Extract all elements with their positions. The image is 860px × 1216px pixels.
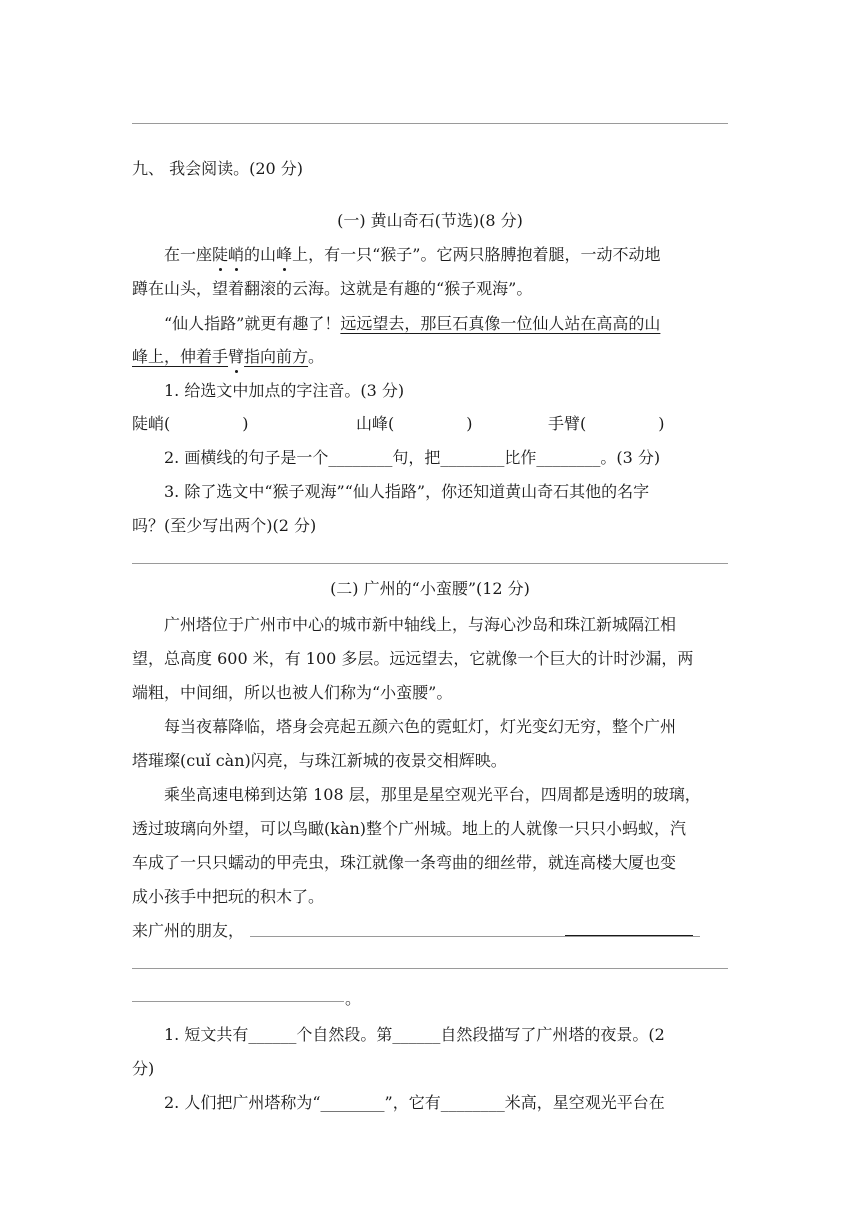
passage-2-para-2-line-2: 塔璀璨(cuǐ càn)闪亮，与珠江新城的夜景交相辉映。 <box>132 751 507 770</box>
answer-line-top <box>132 123 728 124</box>
underlined-sentence: 峰上，伸着手臂指向前方 <box>132 347 309 366</box>
passage-2-para-4-label: 来广州的朋友， <box>132 921 245 940</box>
answer-line-friends-3[interactable] <box>132 1001 344 1002</box>
passage-1-question-1: 1. 给选文中加点的字注音。(3 分) <box>164 381 405 400</box>
passage-2-question-2-line-1: 2. 人们把广州塔称为“________”，它有________米高，星空观光平台在 <box>164 1093 665 1112</box>
pinyin-answer-3[interactable]: 手臂( ) <box>548 414 665 433</box>
passage-2-question-1-line-1: 1. 短文共有______个自然段。第______自然段描写了广州塔的夜景。(2 <box>164 1025 665 1044</box>
passage-2-para-3-line-1: 乘坐高速电梯到达第 108 层，那里是星空观光平台，四周都是透明的玻璃， <box>164 785 701 804</box>
answer-blank-friends-dark <box>565 935 693 936</box>
section-9-heading: 九、 我会阅读。(20 分) <box>132 159 304 178</box>
passage-2-para-3-line-4: 成小孩手中把玩的积木了。 <box>132 887 325 906</box>
pinyin-answer-2[interactable]: 山峰( ) <box>356 414 473 433</box>
passage-1-question-2: 2. 画横线的句子是一个________句，把________比作________。(3 分) <box>164 448 661 467</box>
passage-2-para-2-line-1: 每当夜幕降临，塔身会亮起五颜六色的霓虹灯，灯光变幻无穷，整个广州 <box>164 717 677 736</box>
pinyin-answer-1[interactable]: 陡峭( ) <box>132 414 249 433</box>
passage-1-para-1-line-1: 在一座陡峭的山峰上，有一只“猴子”。它两只胳膊抱着腿，一动不动地 <box>164 245 661 264</box>
underlined-sentence: 远远望去，那巨石真像一位仙人站在高高的山 <box>340 314 661 333</box>
passage-1-question-3-line-1: 3. 除了选文中“猴子观海”“仙人指路”，你还知道黄山奇石其他的名字 <box>164 482 650 501</box>
answer-line-friends-2[interactable] <box>132 968 728 969</box>
passage-1-title: (一) 黄山奇石(节选)(8 分) <box>337 211 523 230</box>
dotted-char: 陡 <box>212 245 229 264</box>
passage-2-para-3-line-2: 透过玻璃向外望，可以鸟瞰(kàn)整个广州城。地上的人就像一只只小蚂蚁，汽 <box>132 819 687 838</box>
answer-blank-friends[interactable] <box>250 936 700 937</box>
answer-line-q3[interactable] <box>132 563 728 564</box>
passage-1-para-2-line-2: 峰上，伸着手臂指向前方。 <box>132 347 325 366</box>
passage-2-para-1-line-2: 望，总高度 600 米，有 100 多层。远远望去，它就像一个巨大的计时沙漏，两 <box>132 649 694 668</box>
passage-2-title: (二) 广州的“小蛮腰”(12 分) <box>330 579 530 598</box>
dotted-char: 峭 <box>228 245 245 264</box>
passage-2-para-1-line-3: 端粗，中间细，所以也被人们称为“小蛮腰”。 <box>132 683 453 702</box>
passage-2-para-1-line-1: 广州塔位于广州市中心的城市新中轴线上，与海心沙岛和珠江新城隔江相 <box>164 615 677 634</box>
dotted-char: 峰 <box>276 245 293 264</box>
passage-2-question-1-line-2: 分) <box>132 1059 155 1078</box>
passage-1-question-3-line-2: 吗？(至少写出两个)(2 分) <box>132 516 317 535</box>
dotted-char: 臂 <box>228 347 245 366</box>
passage-2-para-4-end: 。 <box>345 989 362 1008</box>
passage-1-para-2-line-1: “仙人指路”就更有趣了！远远望去，那巨石真像一位仙人站在高高的山 <box>164 314 661 333</box>
passage-1-para-1-line-2: 蹲在山头，望着翻滚的云海。这就是有趣的“猴子观海”。 <box>132 279 533 298</box>
passage-2-para-3-line-3: 车成了一只只蠕动的甲壳虫，珠江就像一条弯曲的细丝带，就连高楼大厦也变 <box>132 853 677 872</box>
